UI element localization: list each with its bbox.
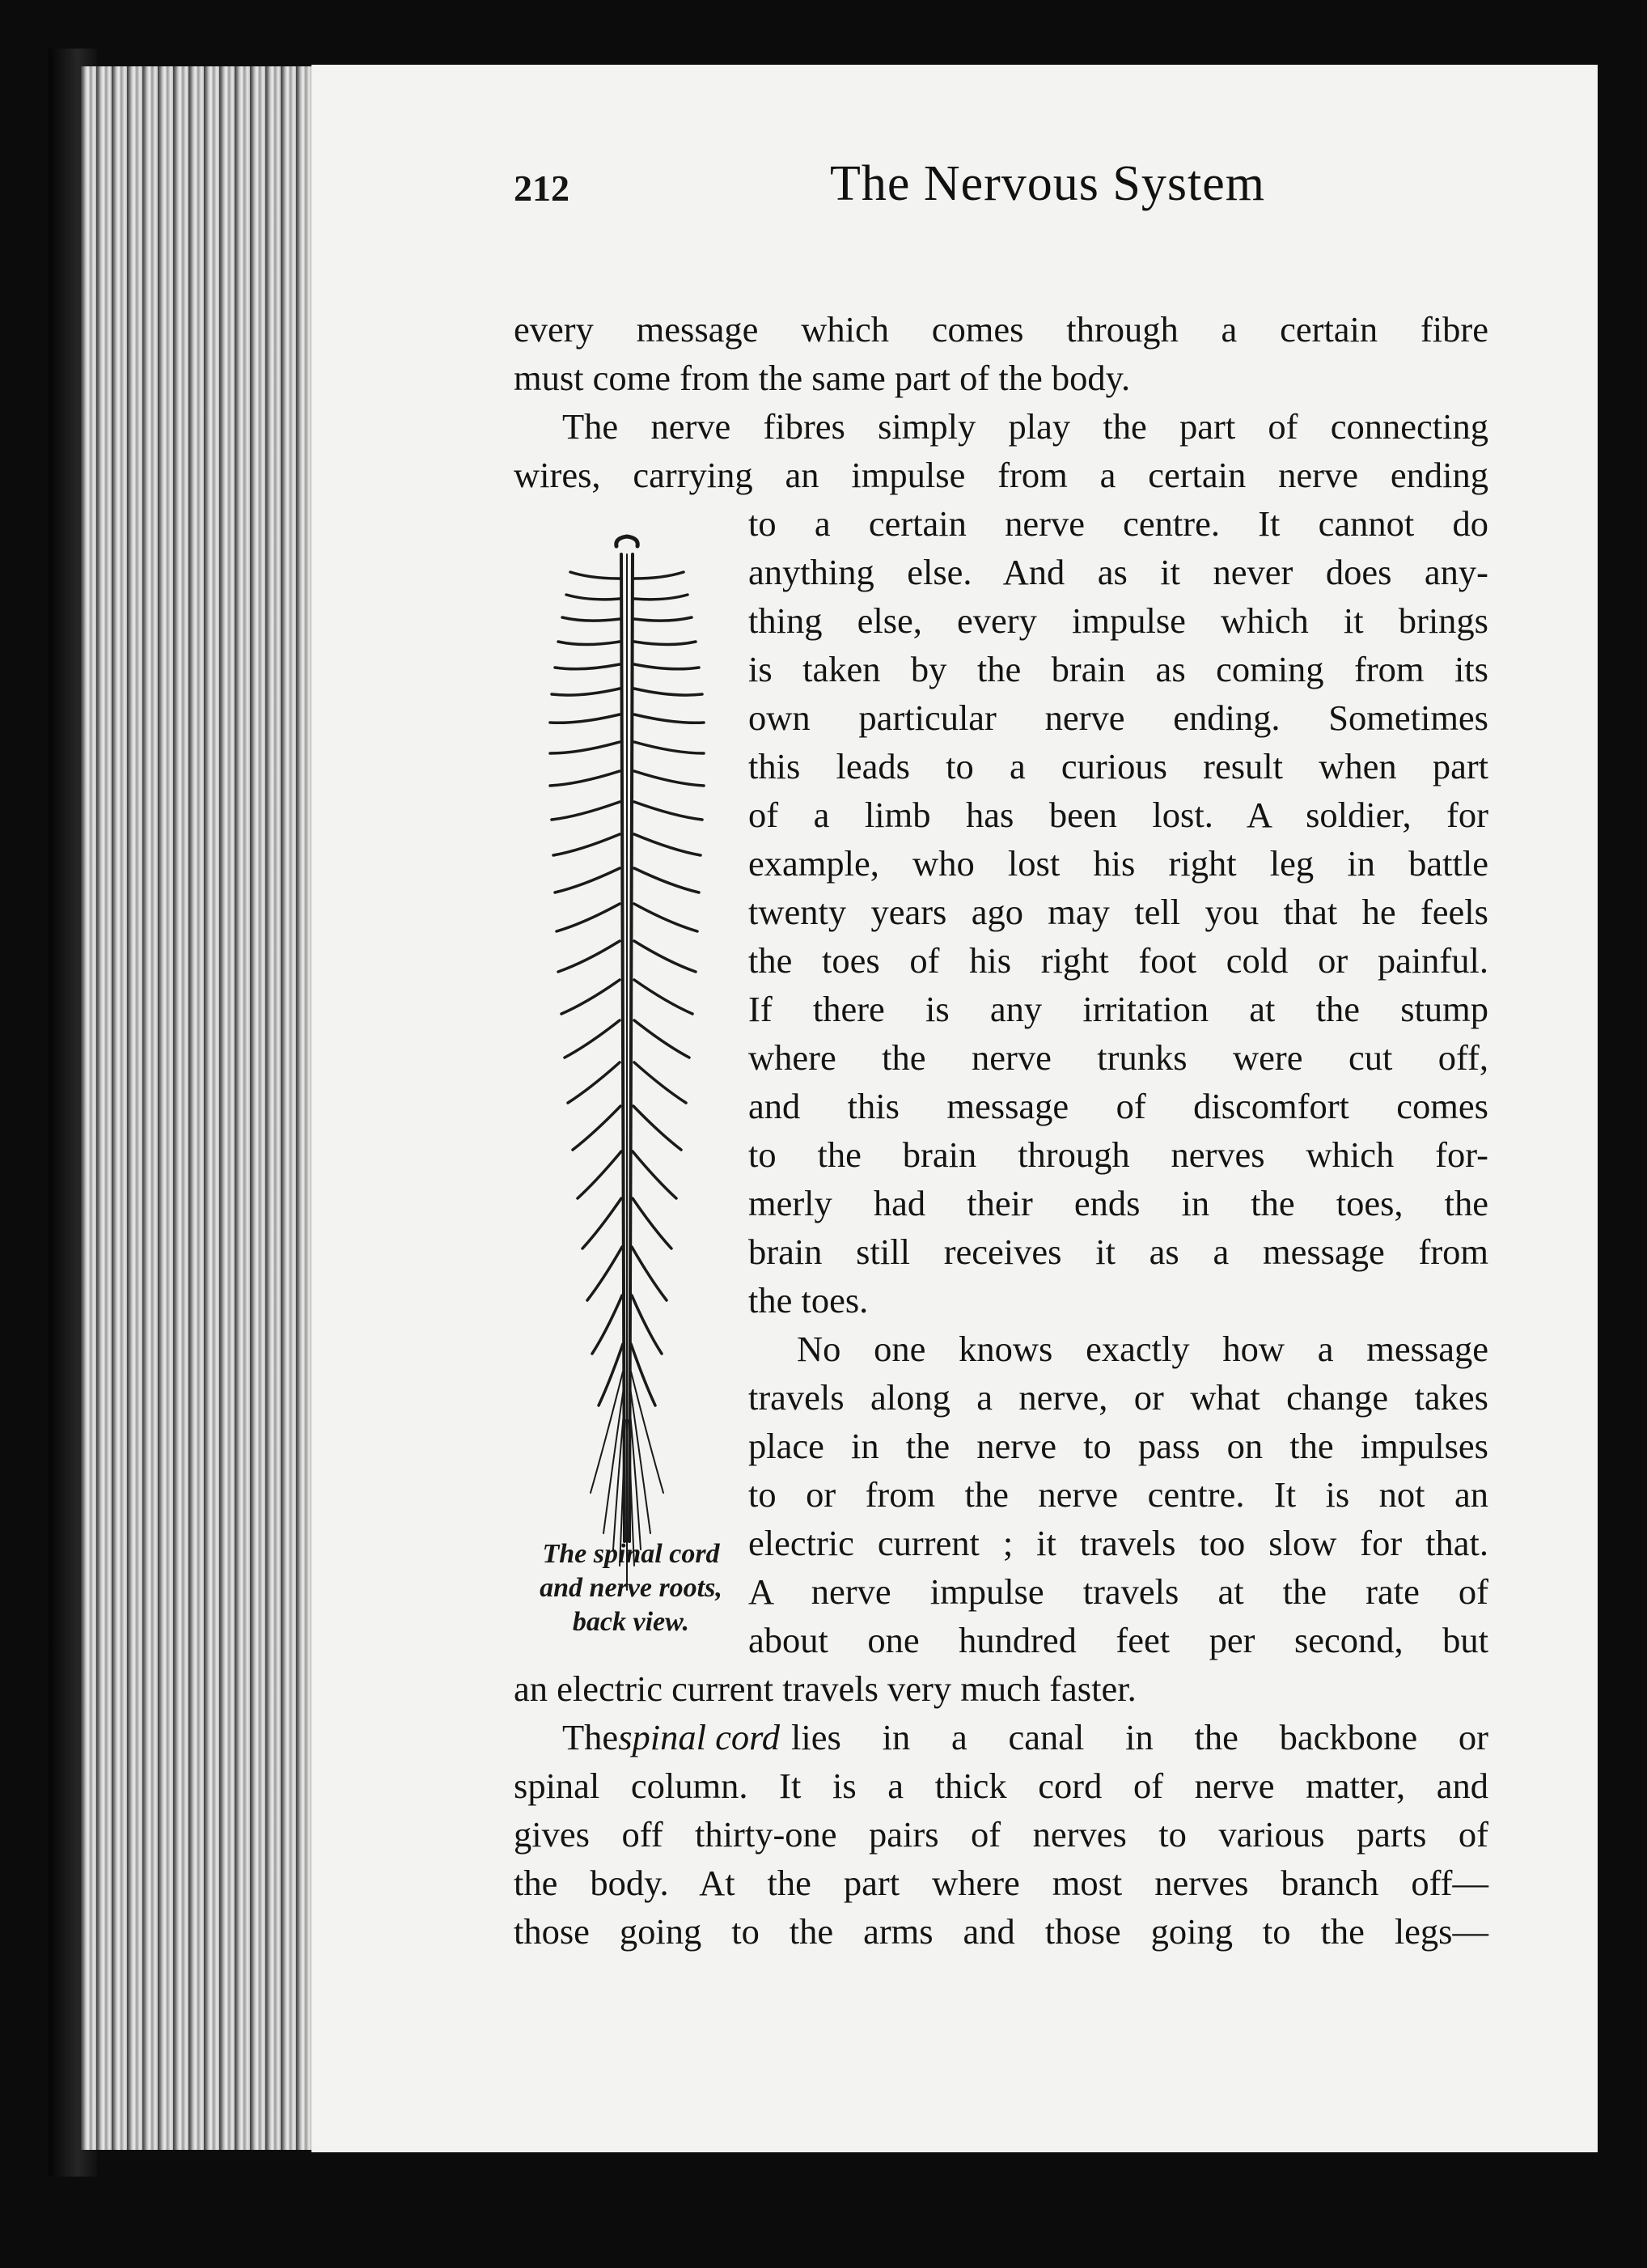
text-line: wires, carrying an impulse from a certain nerve ending [514,455,1488,495]
text-line: of a limb has been lost. A soldier, for [748,795,1488,835]
text-line: those going to the arms and those going to the legs— [514,1911,1488,1952]
text-line: travels along a nerve, or what change takes [748,1377,1488,1418]
text-line: the body. At the part where most nerves branch off— [514,1863,1488,1903]
text-line: brain still receives it as a message from [748,1232,1488,1272]
text-line: this leads to a curious result when part [748,746,1488,786]
page-edges [81,66,324,2150]
page-header [514,155,1581,228]
text-line [562,1719,1488,1756]
text-line: The nerve fibres simply play the part of connecting [562,406,1488,447]
text-line: gives off thirty-one pairs of nerves to various parts of [514,1814,1488,1855]
text-line: merly had their ends in the toes, the [748,1183,1488,1223]
caption-line: and nerve roots, [540,1573,722,1603]
text-line: thing else, every impulse which it brings [748,600,1488,641]
text-line: spinal column. It is a thick cord of nerve matter, and [514,1766,1488,1806]
text-line: where the nerve trunks were cut off, [748,1037,1488,1078]
text-line: example, who lost his right leg in battle [748,843,1488,884]
text-line: the toes. [748,1280,869,1321]
text-line: No one knows exactly how a message [797,1329,1488,1369]
emphasized-term: spinal cord [618,1717,781,1757]
text-line: If there is any irritation at the stump [748,989,1488,1029]
text-line: must come from the same part of the body. [514,358,1131,398]
text-line: twenty years ago may tell you that he feels [748,892,1488,932]
text-line: electric current ; it travels too slow for that. [748,1523,1488,1563]
text-line: is taken by the brain as coming from its [748,649,1488,689]
caption-line: back view. [572,1607,690,1637]
text-line: anything else. And as it never does any- [748,552,1488,592]
text-fragment: The [562,1717,619,1757]
running-head: The Nervous System [829,156,1266,211]
page-number: 212 [514,167,569,209]
text-line: to a certain nerve centre. It cannot do [748,503,1488,544]
text-line: to or from the nerve centre. It is not an [748,1474,1488,1515]
spinal-cord-illustration [526,530,728,1598]
text-line: and this message of discomfort comes [748,1086,1488,1126]
text-line: about one hundred feet per second, but [748,1620,1488,1660]
text-line: the toes of his right foot cold or painful. [748,940,1488,981]
text-line: to the brain through nerves which for- [748,1134,1488,1175]
text-line: place in the nerve to pass on the impulses [748,1426,1488,1466]
text-line: A nerve impulse travels at the rate of [748,1571,1488,1612]
text-line: every message which comes through a certain fibre [514,309,1488,350]
caption-line: The spinal cord [542,1539,720,1569]
text-line: an electric current travels very much faster. [514,1668,1137,1709]
figure-caption [514,1537,748,1639]
text-fragment: lies in a canal in the backbone or [791,1717,1488,1757]
text-line: own particular nerve ending. Sometimes [748,697,1488,738]
